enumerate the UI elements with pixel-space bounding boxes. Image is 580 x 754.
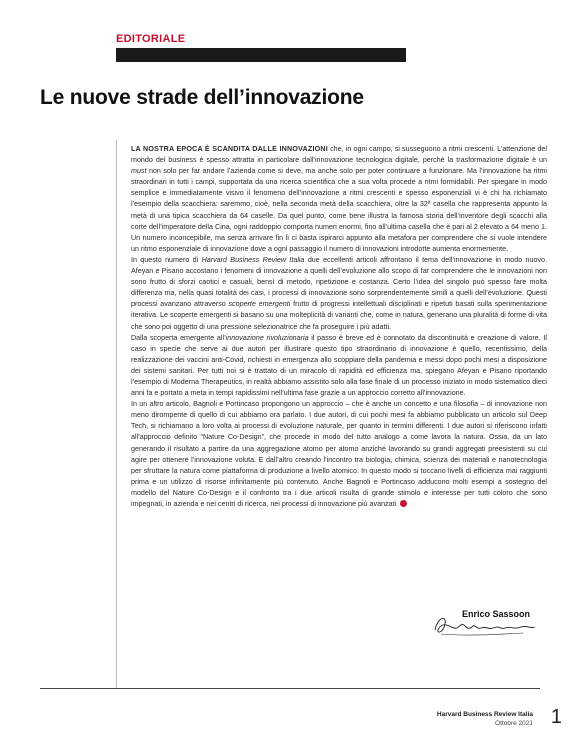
section-label: EDITORIALE xyxy=(116,33,186,45)
paragraph-3 xyxy=(131,333,547,400)
page-title: Le nuove strade dell’innovazione xyxy=(40,86,364,109)
paragraph-2 xyxy=(131,255,547,333)
margin-rule xyxy=(116,140,117,688)
end-mark-icon xyxy=(400,500,407,507)
p2-emphasis-2: scoperte emergenti xyxy=(228,300,291,309)
p3-emphasis: innovazione rivoluzionaria xyxy=(225,333,309,342)
footer-date: Ottobre 2021 xyxy=(495,720,533,727)
p1-emphasis: must xyxy=(131,167,147,176)
footer-rule xyxy=(40,688,540,689)
paragraph-1 xyxy=(131,144,547,255)
p1-text-b: non solo per far andare l’azienda come si deve, ma anche solo per poter continuare a funzionare. Ma l’innovazione ha ritmi straordinari in tutti i campi, supportata da una ricerca scientifica che a sua volta procede a ritmi formidabili. Per spiegare in modo semplice e immediatamente visivo il fenomeno dell’innovazione a ritmi crescenti e spesso esponenziali vi è chi ha richiamato l’esempio della scacchiera: saremmo, cioè, nella seconda metà della scacchiera, oltre la 32ª casella che rappresenta appunto la metà di una tipica scacchiera da 64 caselle. Da quel punto, come bene illustra la famosa storia dell’inventore degli scacchi alla corte dell’imperatore della Cina, ogni raddoppio comporta numeri enormi, fino all’ultima casella che è pari al 2 elevato a 64 meno 1. Un numero inconcepibile, ma senza arrivare fin lì ci basta ispirarci appunto alla metafora per comprendere che si vuole intendere un ritmo esponenziale di innovazione dove a ogni passaggio il numero di innovazioni introdotte aumenta enormemente. xyxy=(131,167,547,253)
signature-icon xyxy=(431,600,539,640)
article-body xyxy=(131,144,547,510)
p2-emphasis-1: Harvard Business Review Italia xyxy=(201,255,305,264)
p1-text-a: che, in ogni campo, si susseguono a ritmi crescenti. L’attenzione del mondo del business è spesso attratta in particolare dall’innovazione tecnologica digitale, perché la trasformazione digitale è un xyxy=(131,145,547,165)
p3-text-b: il passo è breve ed è connotato da discontinuità e creazione di valore. Il caso in specie che serve ai due autori per illustrare questo tipo straordinario di innovazione è quello, recentissimo, della realizzazione dei vaccini anti-Covid, richiesti in emergenza allo scoppiare della pandemia e messi dopo pochi mesi a disposizione dei sistemi sanitari. Per tutti noi si è trattato di un miracolo di rapidità ed efficienza ma, spiegano Afeyan e Pisano riportando l’esempio di Moderna Therapeutics, in realtà abbiamo assistito solo alla fase finale di un processo iniziato in modo sistematico dieci anni fa e portato a meta in tempi rapidissimi nell’ultima fase grazie a un approccio corretto all’innovazione. xyxy=(131,333,548,398)
page-number: 1 xyxy=(550,706,562,728)
header-rule xyxy=(116,48,406,62)
p3-text-a: Dalla scoperta emergente all’ xyxy=(131,333,226,342)
p2-text-a: In questo numero di xyxy=(131,255,202,264)
author-name: Enrico Sassoon xyxy=(461,609,530,619)
p4-text: In un altro articolo, Bagnoli e Portincaso propongono un approccio – che è anche un concetto e una filosofia – di innovazione non meno dirompente di quello di cui abbiamo ora parlato. I due autori, di cui pochi mesi fa abbiamo pubblicato un articolo sul Deep Tech, si richiamano a loro volta ai processi di evoluzione naturale, per quanto in termini differenti. I due autori si riferiscono infatti all’approccio definito “Nature Co-Design”, che procede in modo del tutto analogo a come lavora la natura. Ossia, da un lato generando il risultato a partire da una aggregazione atomo per atomo anziché lavorando su grandi aggregati preesistenti su cui agire per ottenere l’innovazione voluta. E dall’altro creando l’incontro tra biologia, chimica, scienza dei materiali e nanotecnologia per sfruttare la natura come piattaforma di produzione a livello atomico. In questo modo si toccano livelli di efficienza mai raggiunti prima e un utilizzo di risorse infinitamente più contenuto. Anche Bagnoli e Portincaso adducono molti esempi a sostegno del modello del Nature Co-Design e il confronto tra i due articoli risulta di grande stimolo e interesse per tutti coloro che sono impegnati, in azienda e nei centri di ricerca, nei processi di innovazione più avanzati. xyxy=(131,400,547,508)
footer-publication: Harvard Business Review Italia xyxy=(436,711,533,718)
p2-text-c: frutto di progressi intellettuali disciplinati e ripetuti basati sulla sperimentazione iterativa. Le scoperte emergenti si basano su una molteplicità di varianti che, come in natura, generano una pluralità di forme di vita che sono poi oggetto di una pressione selezionatrice che fa proseguire i più adatti. xyxy=(131,300,548,331)
lead-in: LA NOSTRA EPOCA È SCANDITA DALLE INNOVAZIONI xyxy=(131,145,328,153)
paragraph-4 xyxy=(131,399,547,510)
p2-text-b: due eccellenti articoli affrontano il tema dell’innovazione in modo nuovo. Afeyan e Pisano accostano i fenomeni di innovazione a quelli dell’evoluzione allo scopo di far comprendere che le innovazioni non sono frutto di sforzi caotici e casuali, bensì di metodo, ripetizione e costanza. Certo l’idea del singolo può spesso fare molta differenza ma, nella quasi totalità dei casi, i processi di innovazione sono sorprendentemente simili a quelli dell’evoluzione. Questi processi avanzano attraverso xyxy=(131,255,547,309)
